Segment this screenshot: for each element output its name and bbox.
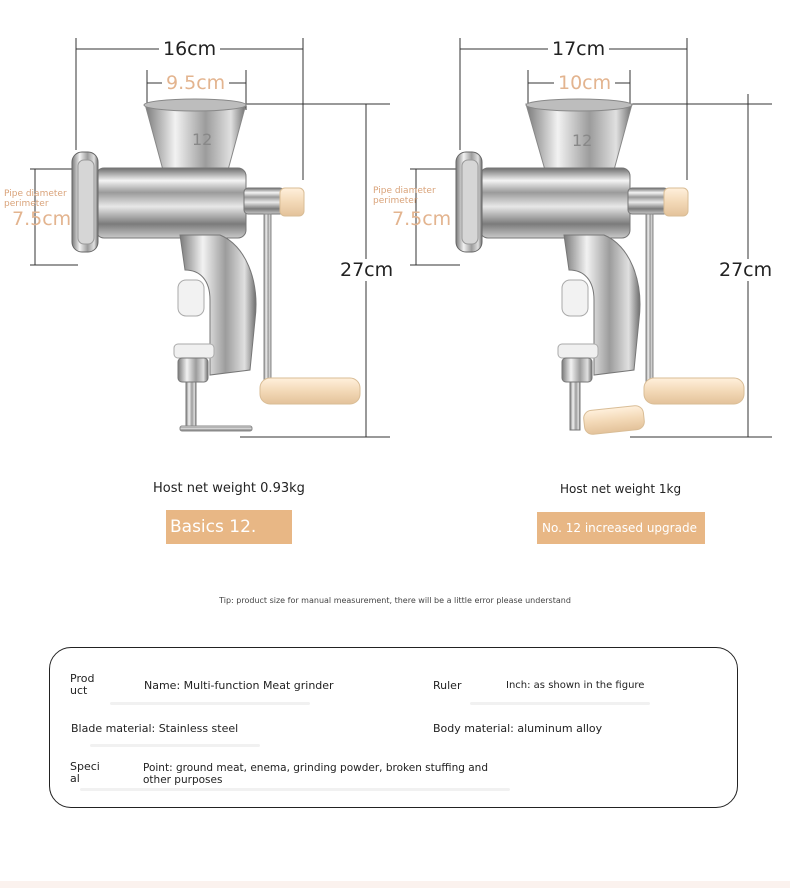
spec-special-key: Speci al	[70, 760, 100, 785]
right-pipe-small-label: Pipe diameter perimeter	[373, 186, 436, 206]
left-hopper-label: 9.5cm	[162, 72, 229, 94]
right-badge: No. 12 increased upgrade	[537, 512, 705, 544]
left-width-label: 16cm	[159, 38, 220, 60]
left-pipe-label: 7.5cm	[12, 208, 72, 230]
spec-special-value: Point: ground meat, enema, grinding powder, broken stuffing and other purposes	[143, 762, 488, 786]
spec-product-key: Prod uct	[70, 672, 95, 697]
left-pipe-small-label: Pipe diameter perimeter	[4, 189, 67, 209]
left-height-label: 27cm	[336, 259, 397, 281]
ghost-text-line	[90, 744, 260, 747]
spec-blade: Blade material: Stainless steel	[71, 722, 239, 735]
left-hopper-number: 12	[192, 130, 213, 149]
spec-ruler-value: Inch: as shown in the figure	[506, 680, 645, 691]
right-product	[373, 0, 790, 560]
right-hopper-label: 10cm	[554, 72, 615, 94]
right-hopper-number: 12	[572, 131, 593, 150]
right-weight-text: Host net weight 1kg	[560, 482, 682, 496]
ghost-text-line	[470, 702, 650, 705]
left-product	[0, 0, 395, 560]
right-pipe-label: 7.5cm	[392, 208, 452, 230]
bottom-band	[0, 881, 790, 888]
spec-body: Body material: aluminum alloy	[433, 722, 603, 735]
ghost-text-line	[110, 702, 310, 705]
left-badge: Basics 12.	[166, 510, 292, 544]
spec-product-value: Name: Multi-function Meat grinder	[144, 679, 334, 692]
right-width-label: 17cm	[548, 38, 609, 60]
ghost-text-line	[80, 788, 510, 791]
left-grinder-image	[60, 90, 380, 450]
measurement-tip: Tip: product size for manual measurement, there will be a little error please understand	[219, 596, 571, 605]
left-weight-text: Host net weight 0.93kg	[153, 481, 305, 496]
spec-ruler-key: Ruler	[433, 679, 462, 692]
right-height-label: 27cm	[715, 259, 776, 281]
